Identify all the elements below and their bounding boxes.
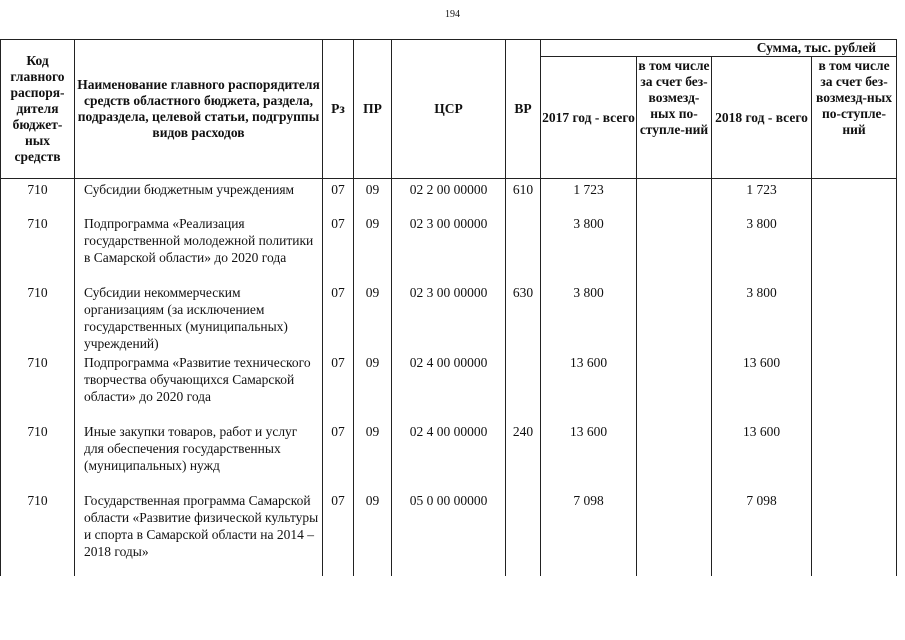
cell-2017-gratuitous: [637, 352, 712, 421]
cell-code: 710: [1, 421, 75, 490]
table-row: [1, 421, 897, 490]
cell-pr: 09: [354, 179, 392, 213]
cell-name: Государственная программа Самарской области «Развитие физической культуры и спорта в Самарской области на 2014 – 2018 годы»: [75, 490, 323, 576]
cell-code: 710: [1, 282, 75, 352]
cell-2018-gratuitous: [812, 352, 897, 421]
cell-pr: 09: [354, 421, 392, 490]
cell-csr: 02 4 00 00000: [392, 421, 506, 490]
cell-2017-gratuitous: [637, 490, 712, 576]
cell-csr: 02 2 00 00000: [392, 179, 506, 213]
page-number: 194: [445, 9, 460, 20]
header-sum: Сумма, тыс. рублей: [541, 40, 897, 57]
header-pr: ПР: [354, 40, 392, 179]
cell-csr: 02 4 00 00000: [392, 352, 506, 421]
header-2017-total: 2017 год - всего: [541, 57, 637, 179]
cell-name: Субсидии некоммерческим организациям (за исключением государственных (муниципальных) учреждений): [75, 282, 323, 352]
cell-vr: 610: [506, 179, 541, 213]
cell-2017-gratuitous: [637, 213, 712, 282]
cell-csr: 02 3 00 00000: [392, 282, 506, 352]
header-code: Код главного распоря-дителя бюджет-ных средств: [1, 40, 75, 179]
header-csr: ЦСР: [392, 40, 506, 179]
cell-code: 710: [1, 352, 75, 421]
cell-2017-total: 1 723: [541, 179, 637, 213]
cell-vr: [506, 352, 541, 421]
header-name: Наименование главного распорядителя средств областного бюджета, раздела, подраздела, целевой статьи, подгруппы видов расходов: [75, 40, 323, 179]
cell-code: 710: [1, 490, 75, 576]
cell-2018-total: 13 600: [712, 421, 812, 490]
table-row: [1, 213, 897, 282]
header-vr: ВР: [506, 40, 541, 179]
cell-2017-total: 7 098: [541, 490, 637, 576]
cell-vr: [506, 490, 541, 576]
header-2018-gratuitous: в том числе за счет без-возмезд-ных по-ступле-ний: [812, 57, 897, 179]
cell-2018-gratuitous: [812, 179, 897, 213]
cell-2018-gratuitous: [812, 421, 897, 490]
cell-2018-total: 13 600: [712, 352, 812, 421]
cell-csr: 05 0 00 00000: [392, 490, 506, 576]
cell-pr: 09: [354, 282, 392, 352]
cell-rz: 07: [323, 213, 354, 282]
cell-2018-gratuitous: [812, 213, 897, 282]
cell-csr: 02 3 00 00000: [392, 213, 506, 282]
cell-2018-total: 1 723: [712, 179, 812, 213]
cell-code: 710: [1, 179, 75, 213]
cell-2017-gratuitous: [637, 421, 712, 490]
cell-name: Иные закупки товаров, работ и услуг для обеспечения государственных (муниципальных) нужд: [75, 421, 323, 490]
cell-rz: 07: [323, 179, 354, 213]
header-2018-total: 2018 год - всего: [712, 57, 812, 179]
cell-vr: 630: [506, 282, 541, 352]
cell-rz: 07: [323, 352, 354, 421]
cell-2017-total: 3 800: [541, 213, 637, 282]
cell-2017-total: 13 600: [541, 352, 637, 421]
cell-rz: 07: [323, 490, 354, 576]
cell-name: Подпрограмма «Реализация государственной молодежной политики в Самарской области» до 2020 года: [75, 213, 323, 282]
cell-pr: 09: [354, 352, 392, 421]
cell-2018-gratuitous: [812, 282, 897, 352]
header-rz: Рз: [323, 40, 354, 179]
cell-2017-total: 3 800: [541, 282, 637, 352]
cell-2018-total: 3 800: [712, 282, 812, 352]
cell-2017-gratuitous: [637, 282, 712, 352]
table-row: [1, 490, 897, 576]
cell-2018-total: 3 800: [712, 213, 812, 282]
table-body: [1, 179, 897, 576]
cell-vr: 240: [506, 421, 541, 490]
cell-pr: 09: [354, 213, 392, 282]
cell-rz: 07: [323, 282, 354, 352]
table-header: [1, 40, 897, 179]
cell-code: 710: [1, 213, 75, 282]
cell-name: Подпрограмма «Развитие технического творчества обучающихся Самарской области» до 2020 года: [75, 352, 323, 421]
cell-2018-gratuitous: [812, 490, 897, 576]
cell-vr: [506, 213, 541, 282]
table-row: [1, 282, 897, 352]
cell-name: Субсидии бюджетным учреждениям: [75, 179, 323, 213]
table-row: [1, 352, 897, 421]
budget-table: [0, 39, 897, 576]
cell-2017-gratuitous: [637, 179, 712, 213]
table-row: [1, 179, 897, 213]
cell-pr: 09: [354, 490, 392, 576]
cell-2017-total: 13 600: [541, 421, 637, 490]
cell-rz: 07: [323, 421, 354, 490]
cell-2018-total: 7 098: [712, 490, 812, 576]
header-2017-gratuitous: в том числе за счет без-возмезд-ных по-ступле-ний: [637, 57, 712, 179]
